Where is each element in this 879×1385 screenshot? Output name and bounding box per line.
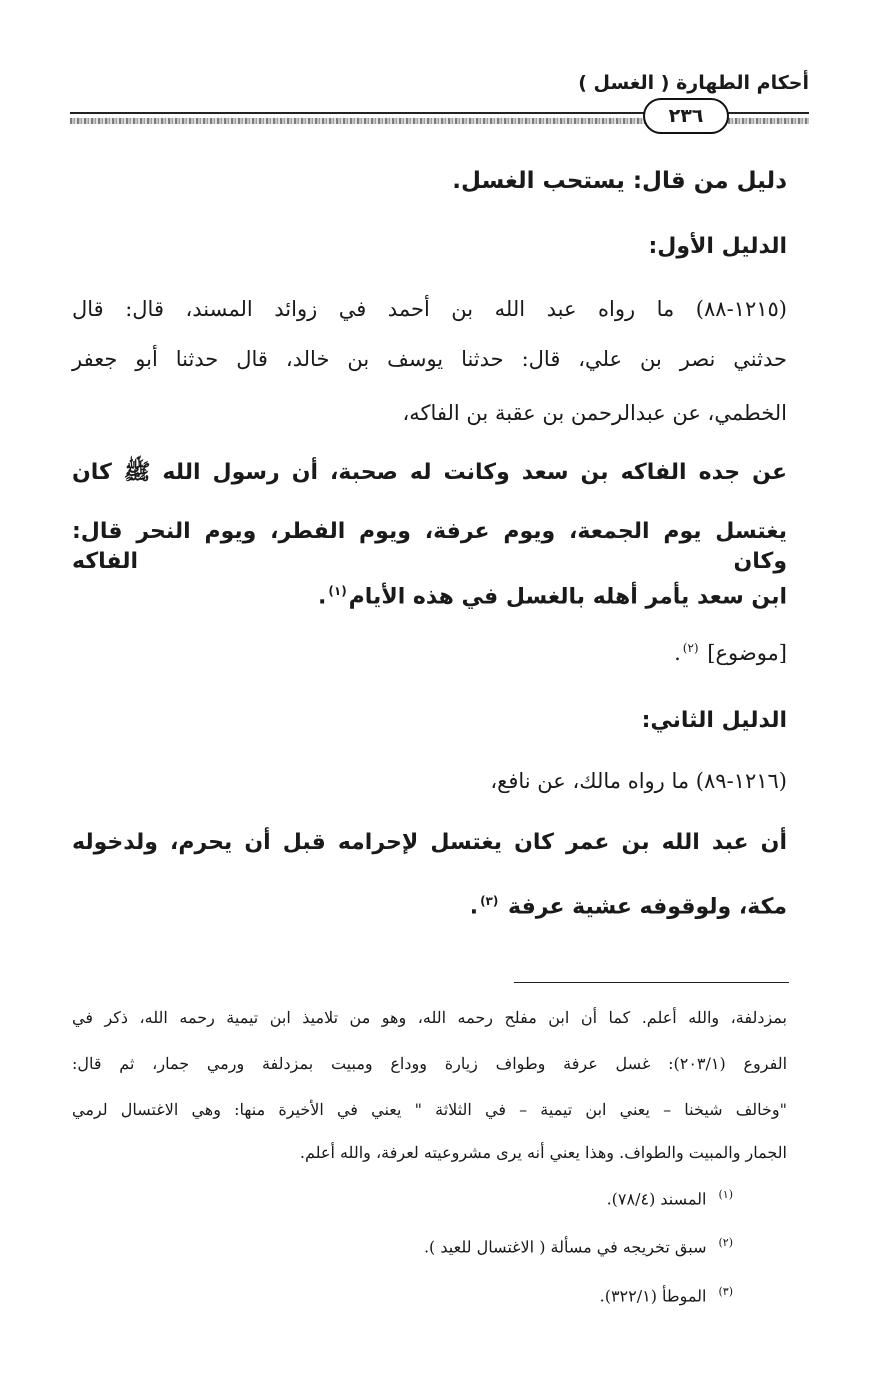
section-heading: دليل من قال: يستحب الغسل. [452, 168, 787, 194]
evidence-1-line-1: (١٢١٥-٨٨) ما رواه عبد الله بن أحمد في زوائد المسند، قال: قال [72, 297, 787, 321]
footnote-item [607, 1183, 733, 1211]
hadith-1-line-1: عن جده الفاكه بن سعد وكانت له صحبة، أن رسول الله ﷺ كان [72, 460, 787, 485]
page-number-badge: ٢٣٦ [643, 98, 729, 134]
footnote-ref-2: (٢) [682, 641, 699, 655]
footnote-item [600, 1280, 733, 1308]
hadith-2-line-2-text: مكة، ولوقوفه عشية عرفة [508, 894, 787, 920]
footnote-continuation-line-1: بمزدلفة، والله أعلم. كما أن ابن مفلح رحمه الله، وهو من تلاميذ ابن تيمية رحمه الله، ذكر في [72, 1008, 787, 1027]
hadith-grade: [موضوع] [707, 641, 787, 665]
hadith-2-line-1: أن عبد الله بن عمر كان يغتسل لإحرامه قبل أن يحرم، ولدخوله [72, 830, 787, 855]
hadith-2-line-2: مكة، ولوقوفه عشية عرفة $^{(٣)}$. [469, 894, 787, 920]
evidence-2-line-1: (١٢١٦-٨٩) ما رواه مالك، عن نافع، [490, 769, 787, 793]
running-header-title: أحكام الطهارة ( الغسل ) [578, 72, 809, 94]
evidence-2-heading: الدليل الثاني: [641, 708, 787, 733]
footnote-number: (٢) [718, 1236, 733, 1249]
footnote-text: المسند (٧٨/٤). [606, 1189, 707, 1209]
footnote-ref-3: (٣) [480, 894, 499, 908]
footnote-number: (١) [718, 1188, 733, 1201]
footnote-separator [514, 982, 789, 983]
evidence-1-heading: الدليل الأول: [648, 234, 787, 259]
footnote-continuation-line-3: "وخالف شيخنا – يعني ابن تيمية – في الثلاثة " يعني في الأخيرة منها: وهي الاغتسال لرمي [72, 1100, 787, 1119]
evidence-1-line-3: الخطمي، عن عبدالرحمن بن عقبة بن الفاكه، [402, 401, 787, 425]
grade-line: [موضوع] $^{(٢)}$. [674, 641, 787, 665]
footnote-item [424, 1231, 733, 1259]
footnote-continuation-line-4: الجمار والمبيت والطواف. وهذا يعني أنه يرى مشروعيته لعرفة، والله أعلم. [299, 1143, 787, 1162]
footnote-number: (٣) [718, 1285, 733, 1298]
footnote-text: سبق تخريجه في مسألة ( الاغتسال للعيد ). [423, 1237, 707, 1257]
hadith-1-line-3: ابن سعد يأمر أهله بالغسل في هذه الأيام$^{(١)}$. [318, 584, 787, 610]
evidence-1-line-2: حدثني نصر بن علي، قال: حدثنا يوسف بن خالد، قال حدثنا أبو جعفر [72, 347, 787, 371]
footnote-continuation-line-2: الفروع (٢٠٣/١): غسل عرفة وطواف زيارة ووداع ومبيت بمزدلفة ورمي جمار، ثم قال: [72, 1054, 788, 1073]
footnote-text: الموطأ (٣٢٢/١). [599, 1286, 707, 1306]
hadith-1-line-3-text: ابن سعد يأمر أهله بالغسل في هذه الأيام [348, 584, 787, 610]
footnote-ref-1: (١) [328, 584, 347, 598]
hadith-1-line-2: يغتسل يوم الجمعة، ويوم عرفة، ويوم الفطر، ويوم النحر قال: وكان الفاكه [72, 519, 787, 574]
